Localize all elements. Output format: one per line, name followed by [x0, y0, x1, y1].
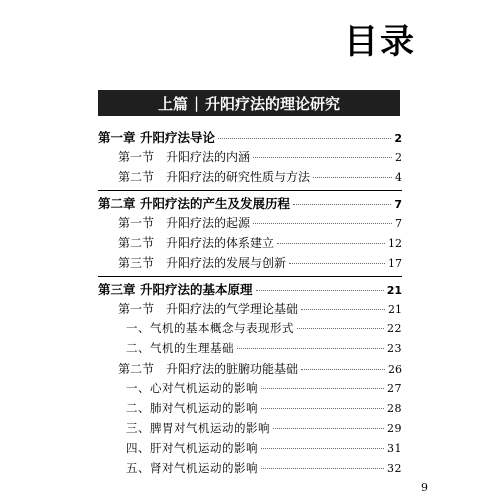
toc-entry-title: 气机的基本概念与表现形式 [150, 321, 294, 335]
toc-entry-title: 升阳疗法的脏腑功能基础 [166, 362, 299, 376]
toc-entry-section[interactable] [98, 168, 402, 187]
toc-entry-number: 二、 [126, 401, 150, 415]
toc-entry-page: 21 [386, 284, 402, 297]
toc-entry-title: 肝对气机运动的影响 [150, 441, 258, 455]
toc-entry-subsection[interactable] [98, 400, 402, 419]
toc-entry-page: 31 [387, 442, 402, 455]
dot-leader [289, 263, 385, 264]
toc-entry-chapter[interactable] [98, 280, 402, 299]
toc-entry-page: 32 [387, 462, 402, 475]
toc-entry-title: 升阳疗法的研究性质与方法 [166, 170, 311, 184]
toc-entry-chapter[interactable] [98, 128, 402, 147]
toc-entry-subsection[interactable] [98, 420, 402, 439]
dot-leader [218, 138, 391, 139]
toc-entry-title: 升阳疗法的气学理论基础 [166, 302, 299, 316]
toc-entry-section[interactable] [98, 254, 402, 273]
toc-entry-title: 脾胃对气机运动的影响 [150, 421, 270, 435]
toc-entry-number: 一、 [126, 381, 150, 395]
toc-entry-title: 肾对气机运动的影响 [150, 461, 258, 475]
dot-leader [273, 428, 384, 429]
dot-leader [301, 309, 385, 310]
toc-entry-page: 26 [388, 363, 402, 376]
toc-entry-title: 升阳疗法的发展与创新 [166, 256, 287, 270]
dot-leader [253, 157, 392, 158]
toc-entry-page: 29 [387, 422, 402, 435]
toc-entry-number: 第一节 [118, 150, 155, 164]
toc-entry-title: 升阳疗法的体系建立 [166, 236, 275, 250]
chapter-divider [98, 276, 402, 277]
toc-entry-number: 第二节 [118, 170, 155, 184]
toc-entry-subsection[interactable] [98, 380, 402, 399]
toc-entry-number: 一、 [126, 321, 150, 335]
dot-leader [261, 448, 384, 449]
dot-leader [293, 204, 391, 205]
toc-entry-page: 27 [387, 382, 402, 395]
toc-entry-subsection[interactable] [98, 440, 402, 459]
toc-entry-section[interactable] [98, 234, 402, 253]
toc-entry-page: 7 [395, 217, 402, 230]
toc-entry-page: 4 [395, 171, 402, 184]
toc-entry-number: 第二章 [98, 196, 136, 211]
toc-entry-number: 第一节 [118, 216, 155, 230]
toc-entry-page: 21 [388, 303, 402, 316]
banner-part: 上篇 [157, 94, 188, 113]
toc-entry-title: 升阳疗法的产生及发展历程 [140, 196, 291, 211]
toc-entry-section[interactable] [98, 300, 402, 319]
toc-entry-title: 气机的生理基础 [150, 341, 234, 355]
toc-entry-page: 22 [387, 322, 402, 335]
toc-entry-title: 升阳疗法的内涵 [166, 150, 251, 164]
toc-entry-page: 28 [387, 402, 402, 415]
toc-entry-section[interactable] [98, 360, 402, 379]
dot-leader [256, 290, 384, 291]
toc-entry-number: 第二节 [118, 362, 155, 376]
toc-entry-number: 二、 [126, 341, 150, 355]
page-number: 9 [421, 481, 428, 494]
toc-entry-number: 第三节 [118, 256, 155, 270]
toc-entry-number: 第三章 [98, 282, 136, 297]
dot-leader [277, 243, 385, 244]
page-title: 目录 [344, 22, 416, 62]
chapter-divider [98, 190, 402, 191]
toc-entry-page: 2 [395, 151, 402, 164]
toc-entry-page: 23 [387, 342, 402, 355]
banner-separator: | [193, 94, 200, 112]
toc-entry-page: 2 [394, 132, 402, 145]
toc-entry-number: 第一节 [118, 302, 155, 316]
toc-entry-chapter[interactable] [98, 194, 402, 213]
toc-entry-page: 7 [394, 198, 402, 211]
dot-leader [261, 388, 384, 389]
dot-leader [237, 348, 384, 349]
toc-entry-number: 三、 [126, 421, 150, 435]
toc-entry-title: 肺对气机运动的影响 [150, 401, 258, 415]
toc-entry-page: 17 [388, 257, 402, 270]
dot-leader [253, 223, 392, 224]
section-banner [98, 90, 400, 116]
dot-leader [261, 408, 384, 409]
dot-leader [261, 468, 384, 469]
toc-entry-number: 四、 [126, 441, 150, 455]
toc-entry-section[interactable] [98, 148, 402, 167]
toc-entry-page: 12 [388, 237, 402, 250]
toc-entry-subsection[interactable] [98, 320, 402, 339]
toc-entry-section[interactable] [98, 214, 402, 233]
banner-heading: 升阳疗法的理论研究 [205, 94, 341, 113]
toc-entry-number: 五、 [126, 461, 150, 475]
toc-entry-title: 升阳疗法的基本原理 [140, 282, 253, 297]
toc-entry-title: 升阳疗法导论 [140, 130, 216, 145]
toc-entry-subsection[interactable] [98, 460, 402, 479]
toc-entry-subsection[interactable] [98, 340, 402, 359]
toc-entry-number: 第二节 [118, 236, 155, 250]
toc-entry-title: 升阳疗法的起源 [166, 216, 251, 230]
toc-entry-title: 心对气机运动的影响 [150, 381, 258, 395]
dot-leader [301, 369, 385, 370]
dot-leader [297, 328, 384, 329]
dot-leader [313, 177, 392, 178]
toc-entry-number: 第一章 [98, 130, 136, 145]
